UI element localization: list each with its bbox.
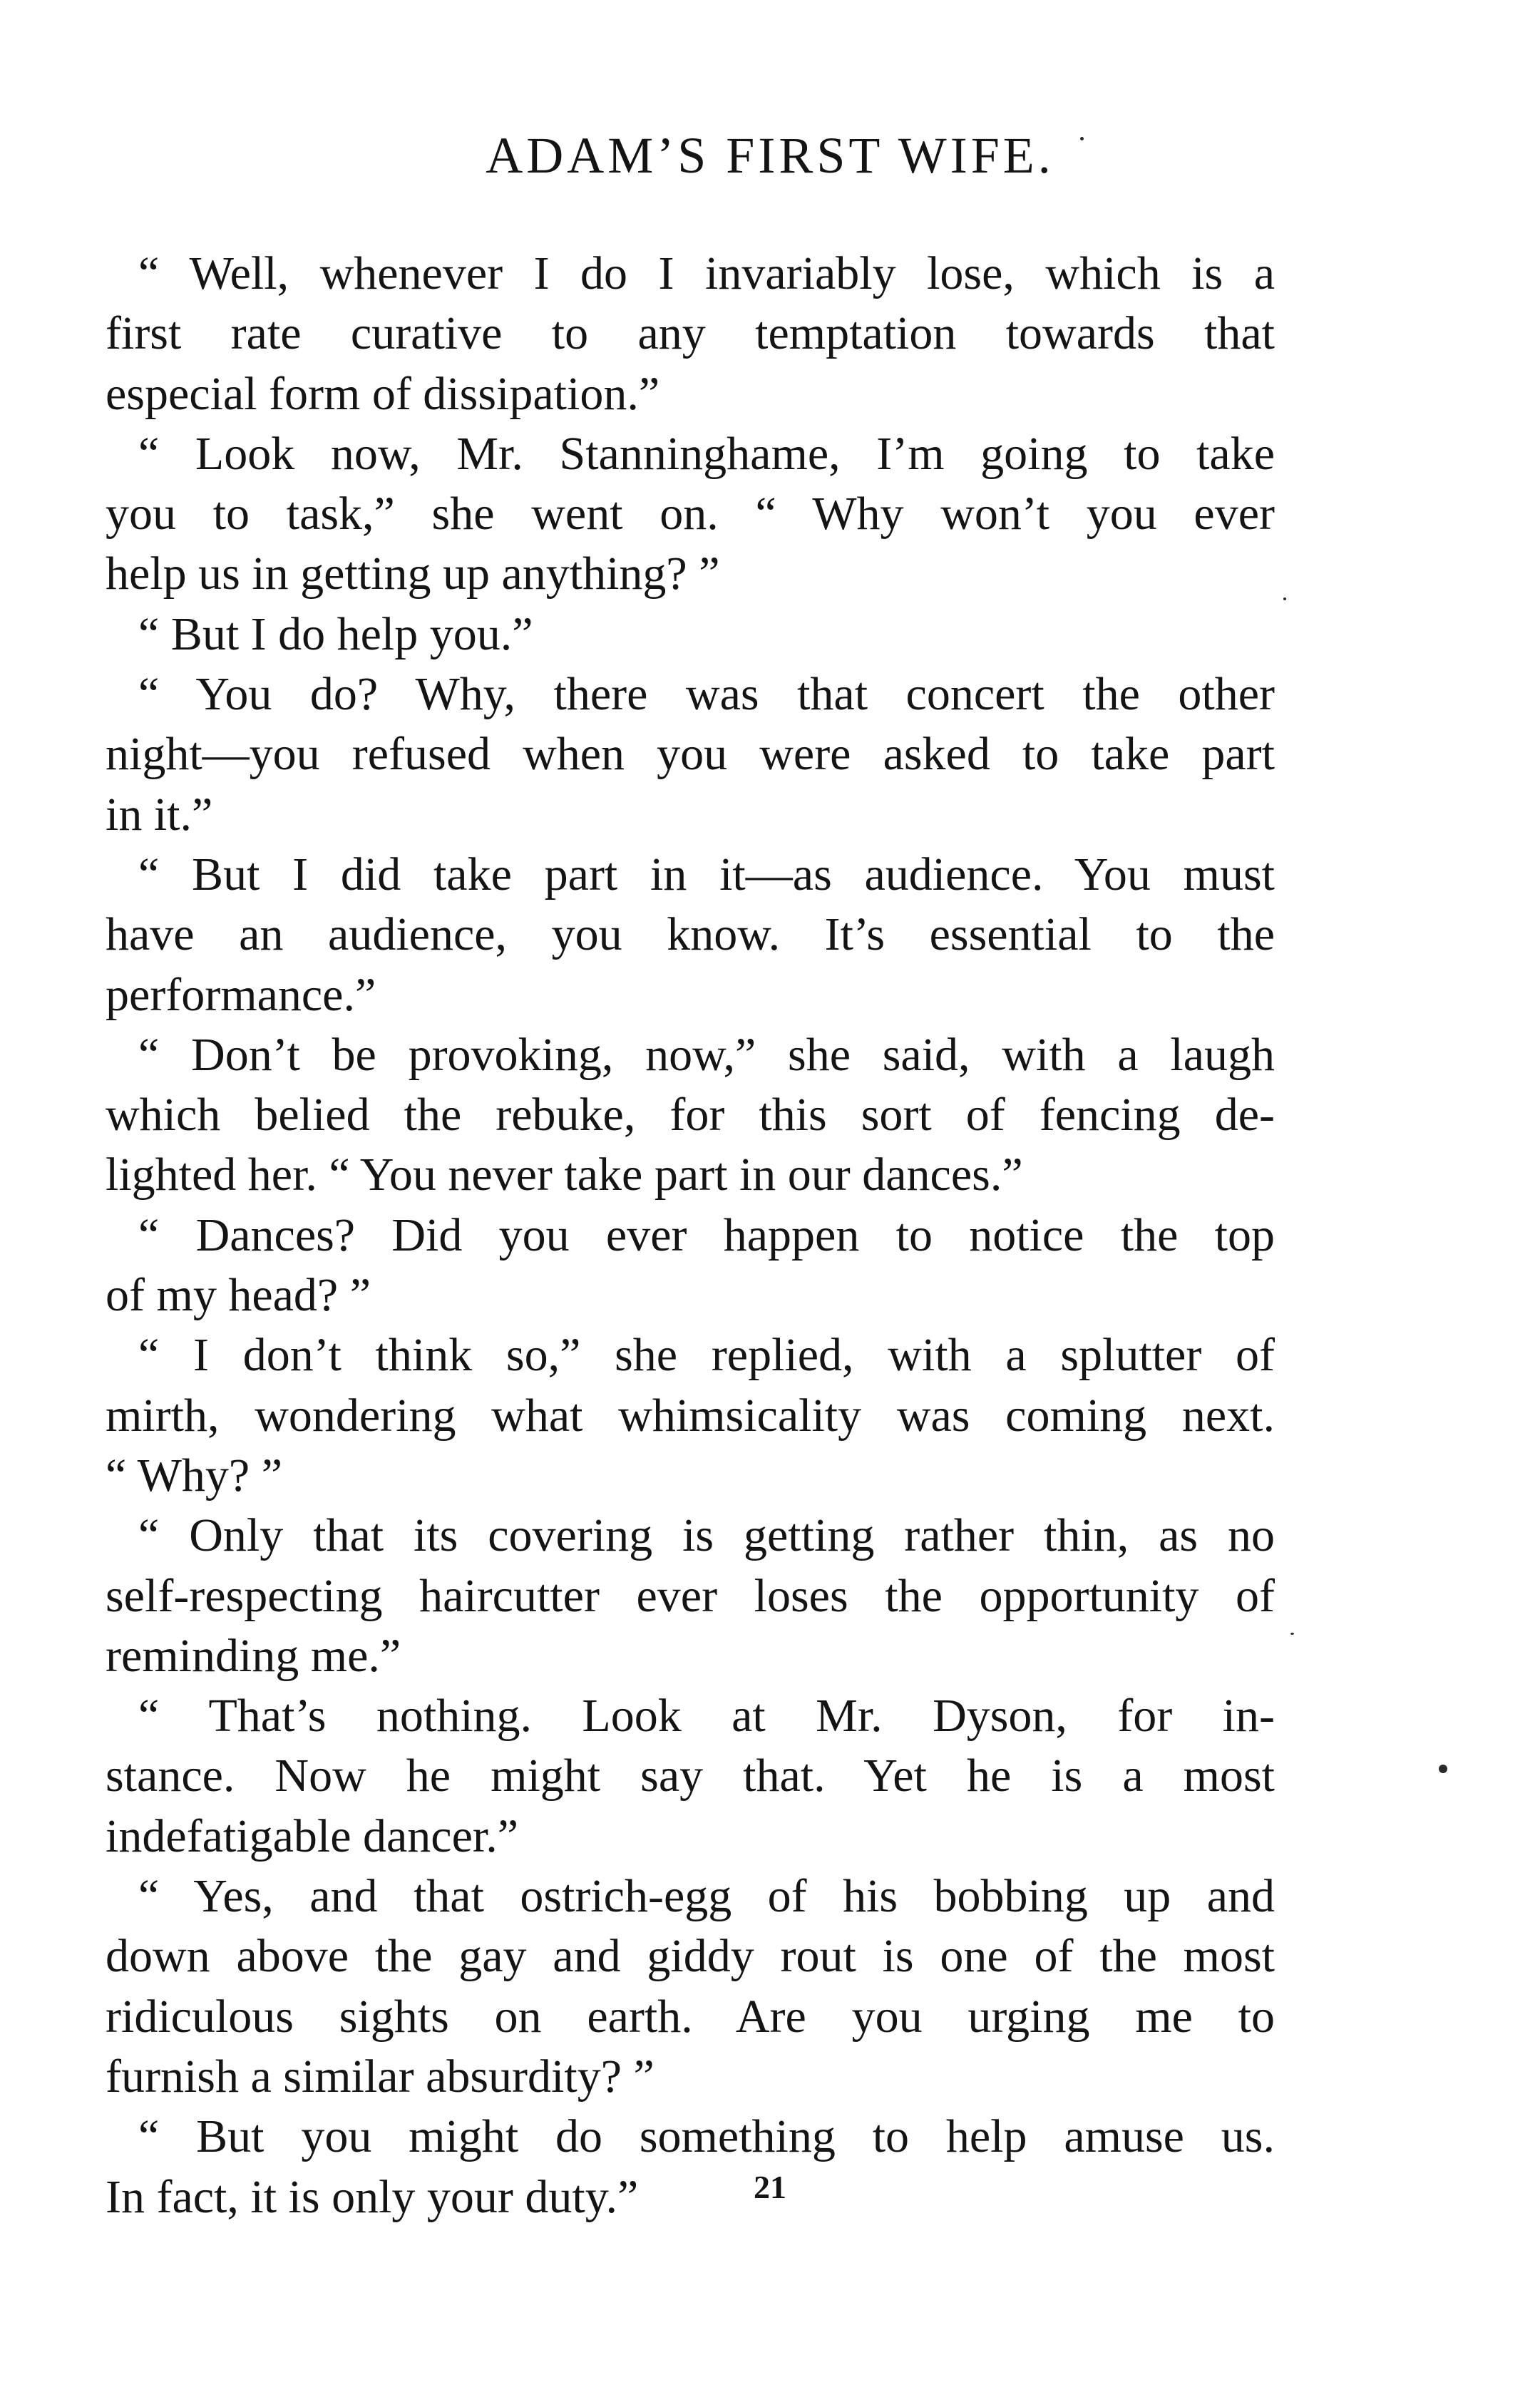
ink-speck	[1080, 137, 1084, 140]
text-line: In fact, it is only your duty.”	[106, 2170, 639, 2223]
text-line: “ I don’t think so,” she replied, with a splutter of	[138, 1329, 1275, 1382]
page-number: 21	[754, 2169, 786, 2205]
body-text	[106, 244, 1275, 2227]
text-line: “ Only that its covering is getting rather thin, as no	[138, 1509, 1275, 1562]
text-line: “ Yes, and that ostrich-egg of his bobbing up and	[138, 1870, 1275, 1923]
text-line: mirth, wondering what whimsicality was coming next.	[106, 1389, 1275, 1442]
text-line: have an audience, you know. It’s essential to the	[106, 908, 1275, 961]
text-line: “ Why? ”	[106, 1449, 282, 1502]
text-line: help us in getting up anything? ”	[106, 548, 720, 600]
text-line: lighted her. “ You never take part in our dances.”	[106, 1149, 1023, 1201]
text-line: “ But I did take part in it—as audience. You must	[138, 848, 1275, 900]
text-line: down above the gay and giddy rout is one of the most	[106, 1930, 1275, 1983]
ink-speck	[1283, 597, 1286, 600]
text-line: indefatigable dancer.”	[106, 1810, 519, 1862]
text-line: furnish a similar absurdity? ”	[106, 2050, 654, 2103]
text-line: first rate curative to any temptation towards that	[106, 307, 1275, 360]
text-line: which belied the rebuke, for this sort of fencing de-	[106, 1089, 1275, 1141]
text-line: you to task,” she went on. “ Why won’t you ever	[106, 488, 1275, 540]
text-line: “ Don’t be provoking, now,” she said, with a laugh	[138, 1028, 1275, 1081]
text-line: stance. Now he might say that. Yet he is a most	[106, 1750, 1275, 1802]
text-line: especial form of dissipation.”	[106, 367, 660, 420]
text-line: “ Look now, Mr. Stanninghame, I’m going to take	[138, 427, 1275, 480]
text-line: “ But I do help you.”	[138, 607, 533, 660]
text-line: “ Well, whenever I do I invariably lose, which is a	[138, 247, 1275, 299]
text-line: self-respecting haircutter ever loses the opportunity of	[106, 1569, 1275, 1622]
text-line: performance.”	[106, 968, 376, 1021]
text-line: “ You do? Why, there was that concert the other	[138, 668, 1275, 721]
text-line: of my head? ”	[106, 1269, 371, 1322]
ink-speck	[1439, 1765, 1447, 1773]
running-head: ADAM’S FIRST WIFE.	[486, 127, 1054, 184]
text-line: night—you refused when you were asked to take part	[106, 728, 1275, 781]
text-line: ridiculous sights on earth. Are you urging me to	[106, 1990, 1275, 2043]
text-line: reminding me.”	[106, 1629, 401, 1682]
ink-speck	[1290, 1633, 1294, 1635]
text-line: “ Dances? Did you ever happen to notice the top	[138, 1208, 1275, 1261]
text-line: in it.”	[106, 788, 213, 841]
text-line: “ That’s nothing. Look at Mr. Dyson, for in-	[138, 1690, 1275, 1742]
text-line: “ But you might do something to help amuse us.	[138, 2110, 1275, 2163]
